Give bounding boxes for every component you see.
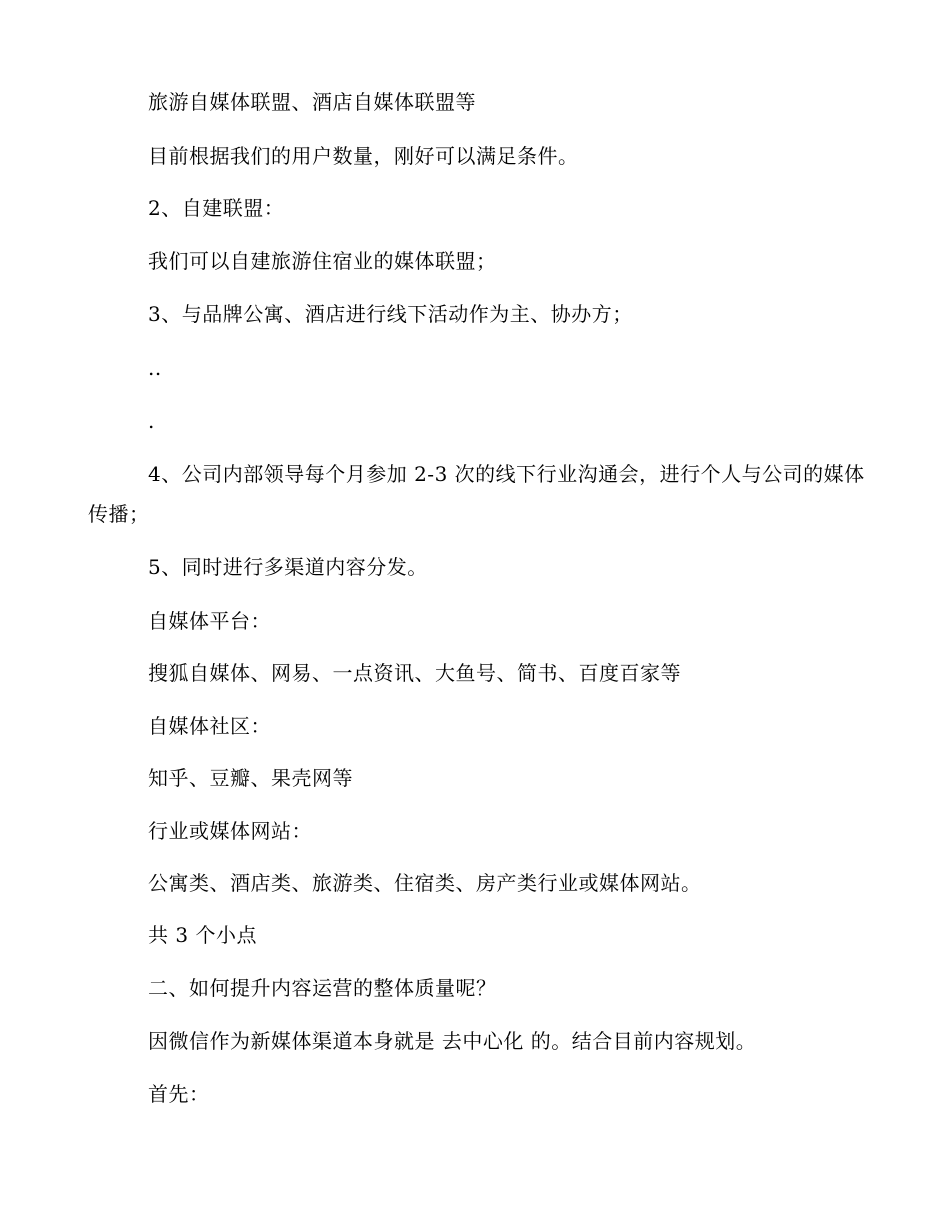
text-line: .. bbox=[148, 356, 162, 380]
text-line: 我们可以自建旅游住宿业的媒体联盟； bbox=[148, 249, 497, 273]
text-line: 共 3 个小点 bbox=[148, 923, 257, 947]
text-line: 因微信作为新媒体渠道本身就是 去中心化 的。结合目前内容规划。 bbox=[148, 1029, 757, 1053]
text-line: 旅游自媒体联盟、酒店自媒体联盟等 bbox=[148, 90, 476, 114]
text-line: 搜狐自媒体、网易、一点资讯、大鱼号、简书、百度百家等 bbox=[148, 661, 681, 685]
text-line: 自媒体社区： bbox=[148, 714, 271, 738]
text-line: 首先： bbox=[148, 1082, 210, 1106]
text-line: 自媒体平台： bbox=[148, 609, 271, 633]
text-line: . bbox=[148, 409, 155, 433]
section-heading: 5、同时进行多渠道内容分发。 bbox=[148, 555, 428, 579]
text-line: 目前根据我们的用户数量，刚好可以满足条件。 bbox=[148, 144, 579, 168]
section-heading: 3、与品牌公寓、酒店进行线下活动作为主、协办方； bbox=[148, 302, 633, 326]
text-line: 公寓类、酒店类、旅游类、住宿类、房产类行业或媒体网站。 bbox=[148, 871, 702, 895]
section-heading: 2、自建联盟： bbox=[148, 196, 285, 220]
section-heading: 二、如何提升内容运营的整体质量呢？ bbox=[148, 976, 497, 1000]
section-paragraph: 4、公司内部领导每个月参加 2-3 次的线下行业沟通会，进行个人与公司的媒体传播； bbox=[88, 462, 865, 526]
text-line: 知乎、豆瓣、果壳网等 bbox=[148, 766, 353, 790]
text-line: 行业或媒体网站： bbox=[148, 819, 312, 843]
